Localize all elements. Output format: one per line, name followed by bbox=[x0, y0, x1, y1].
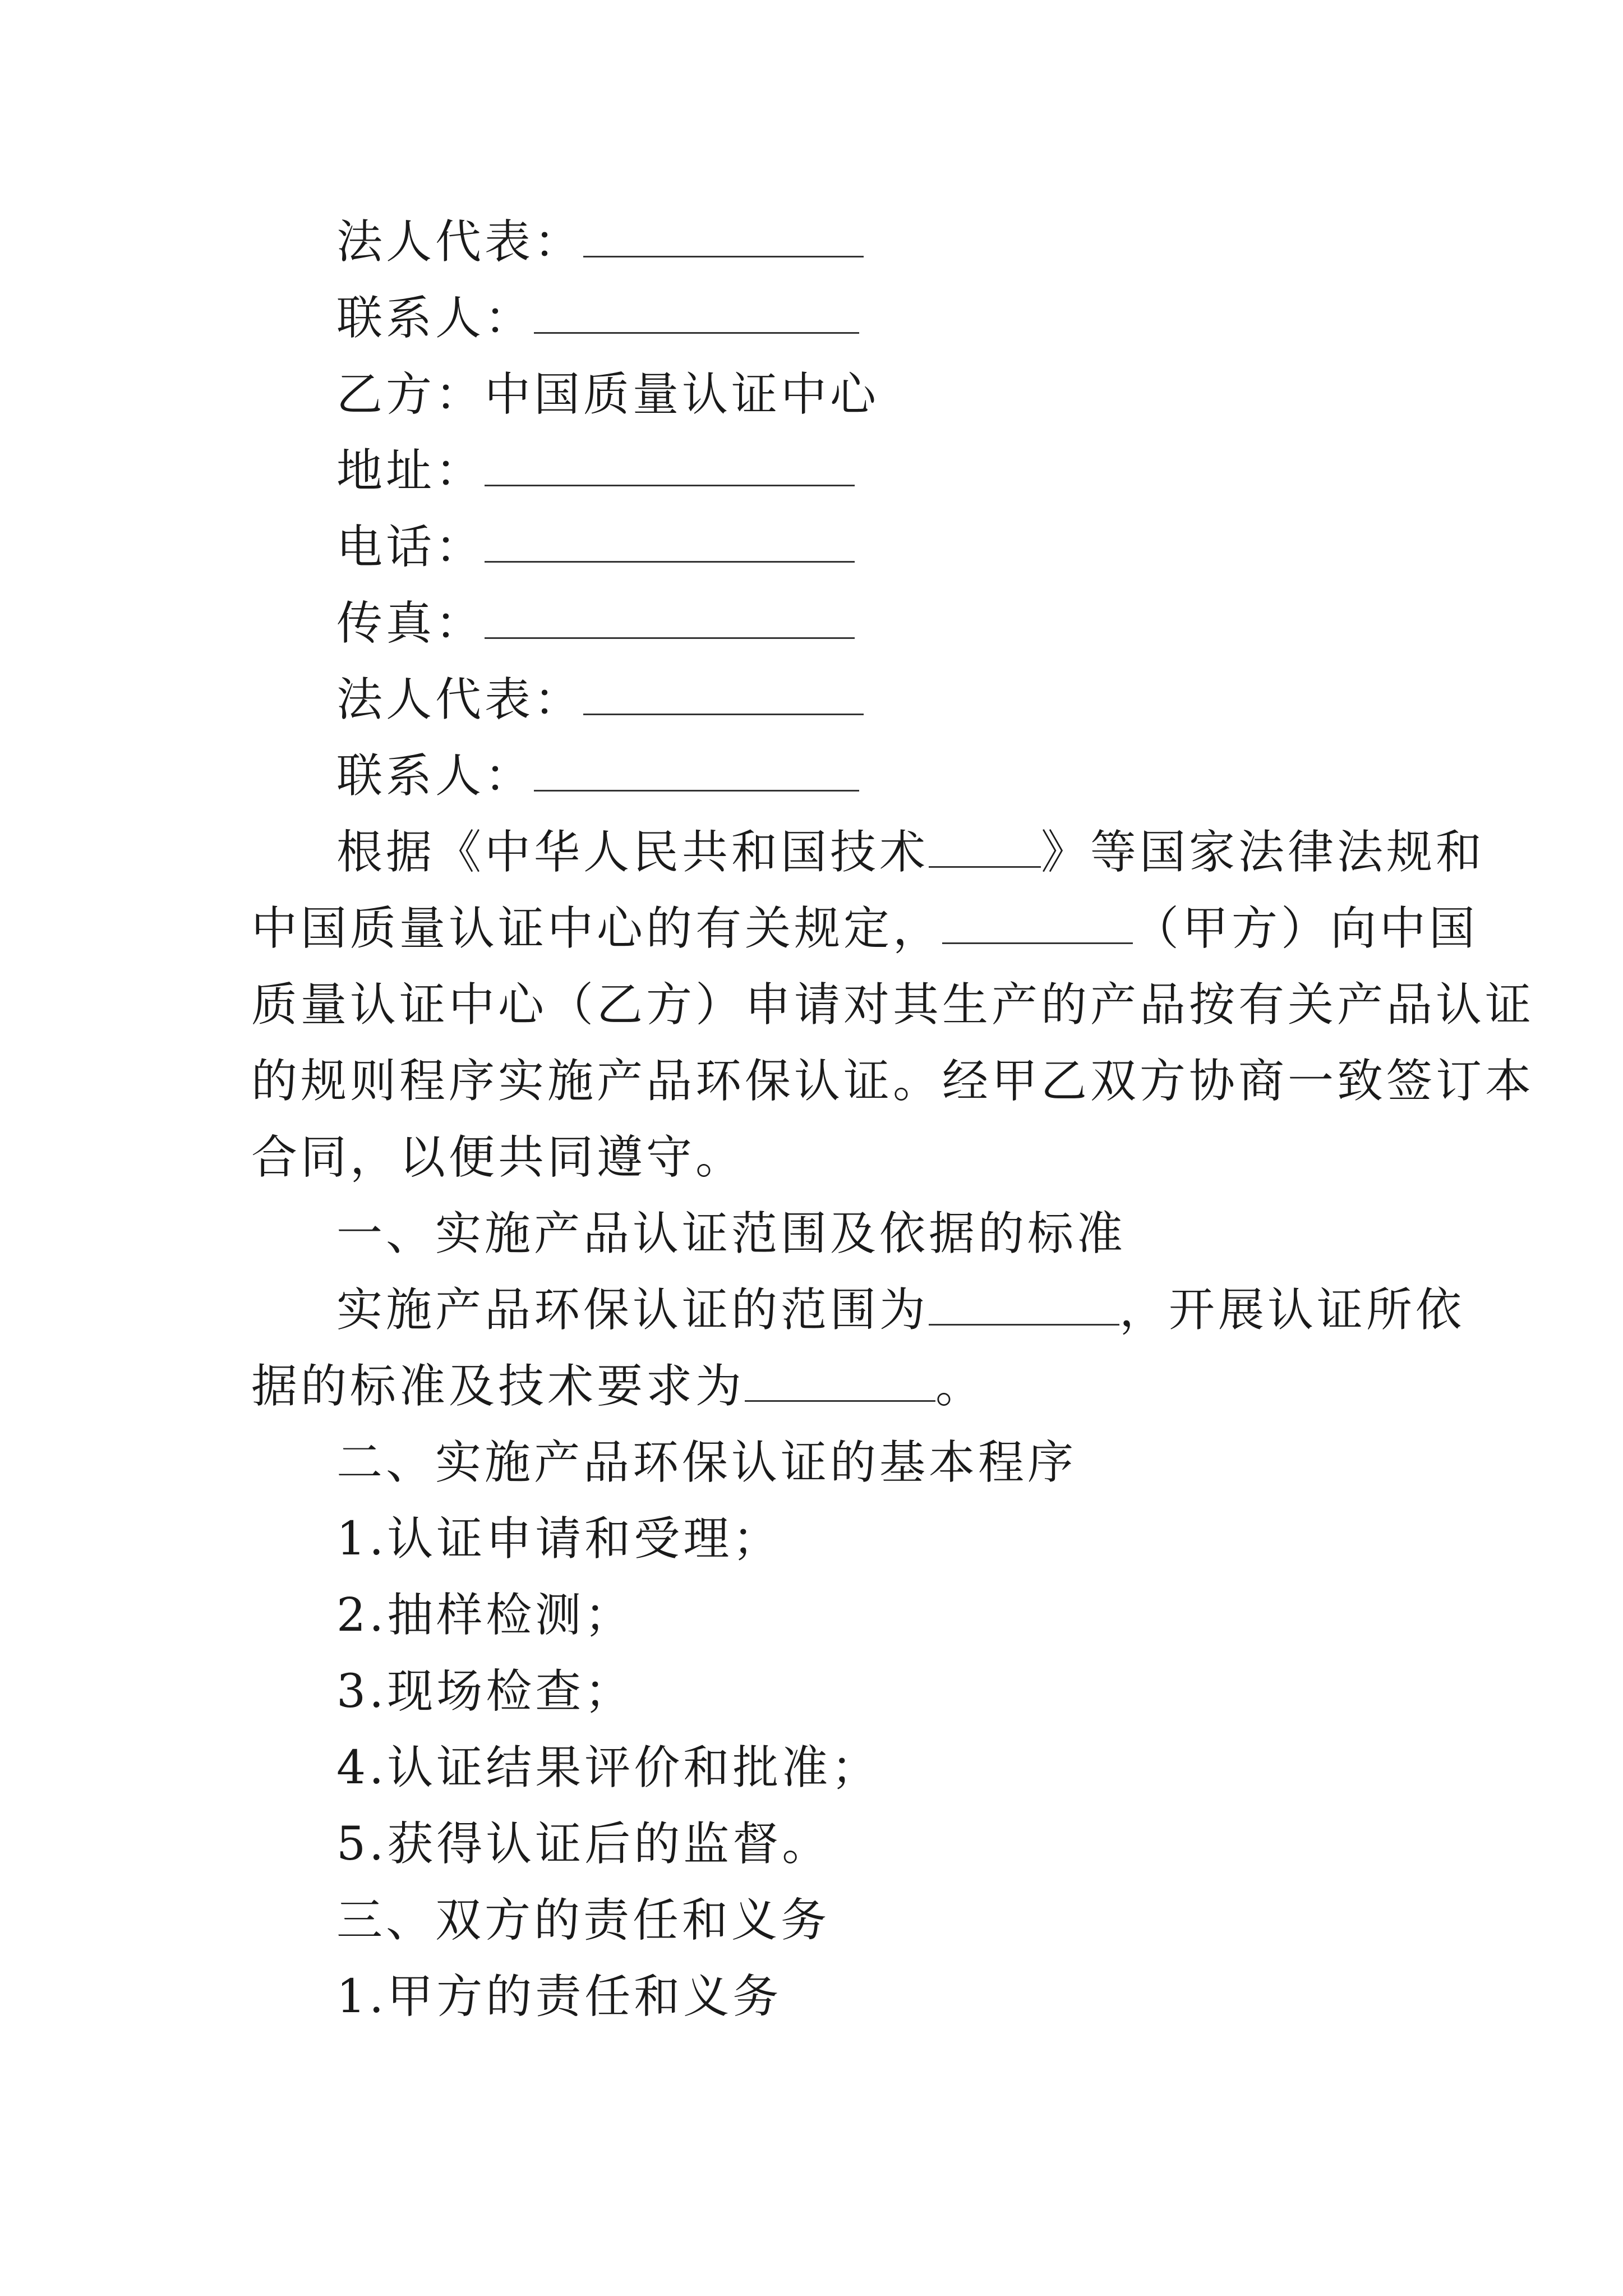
procedure-item: 5.获得认证后的监督。 bbox=[336, 1818, 832, 1871]
party-a-legal-rep-label: 法人代表： bbox=[336, 215, 584, 269]
procedure-item: 3.现场检查； bbox=[336, 1665, 634, 1718]
party-b-phone-blank[interactable] bbox=[485, 522, 855, 563]
party-b-legal-rep-blank[interactable] bbox=[583, 674, 864, 715]
party-a-contact-row bbox=[336, 291, 859, 347]
intro-line-1 bbox=[336, 825, 1485, 881]
intro-line-3: 质量认证中心（乙方）申请对其生产的产品按有关产品认证 bbox=[251, 978, 1535, 1032]
procedure-item: 1.认证申请和受理； bbox=[336, 1512, 782, 1566]
party-b-phone-label: 电话： bbox=[336, 521, 485, 574]
section-1-l2-text-a: 据的标准及技术要求为 bbox=[251, 1360, 745, 1413]
section-2-heading: 二、实施产品环保认证的基本程序 bbox=[336, 1436, 1077, 1489]
party-b-fax-label: 传真： bbox=[336, 597, 485, 650]
party-b-fax-blank[interactable] bbox=[485, 598, 855, 639]
party-b-address-label: 地址： bbox=[336, 444, 485, 498]
intro-line-5: 合同，以便共同遵守。 bbox=[251, 1131, 745, 1184]
intro-l2-text-a: 中国质量认证中心的有关规定， bbox=[251, 902, 943, 955]
certification-scope-blank[interactable] bbox=[929, 1285, 1119, 1326]
party-b-fax-row bbox=[336, 596, 855, 652]
procedure-item: 2.抽样检测； bbox=[336, 1589, 634, 1642]
standards-blank[interactable] bbox=[745, 1361, 935, 1402]
party-b-title: 乙方：中国质量认证中心 bbox=[336, 368, 880, 421]
party-b-contact-label: 联系人： bbox=[336, 749, 534, 803]
section-1-l1-text-b: ，开展认证所依 bbox=[1119, 1283, 1465, 1337]
intro-line-2 bbox=[251, 901, 1478, 957]
section-1-line-2 bbox=[251, 1359, 985, 1415]
procedure-item: 4.认证结果评价和批准； bbox=[336, 1741, 881, 1795]
section-1-l2-text-b: 。 bbox=[935, 1360, 985, 1413]
intro-line-4: 的规则程序实施产品环保认证。经甲乙双方协商一致签订本 bbox=[251, 1055, 1535, 1108]
party-a-contact-label: 联系人： bbox=[336, 292, 534, 345]
party-b-phone-row bbox=[336, 519, 855, 576]
party-b-legal-rep-label: 法人代表： bbox=[336, 673, 584, 726]
party-a-contact-blank[interactable] bbox=[534, 293, 859, 334]
party-b-contact-row bbox=[336, 748, 859, 804]
party-b-contact-blank[interactable] bbox=[534, 751, 859, 792]
intro-l2-text-b: （甲方）向中国 bbox=[1133, 902, 1479, 955]
intro-party-a-blank[interactable] bbox=[942, 903, 1133, 944]
party-b-address-blank[interactable] bbox=[485, 445, 855, 486]
section-1-l1-text-a: 实施产品环保认证的范围为 bbox=[336, 1283, 929, 1337]
intro-law-blank[interactable] bbox=[929, 827, 1041, 868]
section-3-heading: 三、双方的责任和义务 bbox=[336, 1894, 831, 1947]
party-b-legal-rep-row bbox=[336, 672, 864, 728]
section-3-subheading: 1.甲方的责任和义务 bbox=[336, 1970, 782, 2023]
intro-l1-text-b: 》等国家法律法规和 bbox=[1041, 826, 1486, 879]
intro-l1-text-a: 根据《中华人民共和国技术 bbox=[336, 826, 929, 879]
party-a-legal-rep-blank[interactable] bbox=[583, 217, 864, 257]
section-1-heading: 一、实施产品认证范围及依据的标准 bbox=[336, 1207, 1127, 1260]
party-a-legal-rep-row bbox=[336, 214, 864, 270]
party-b-address-row bbox=[336, 443, 855, 499]
section-1-line-1 bbox=[336, 1282, 1465, 1338]
